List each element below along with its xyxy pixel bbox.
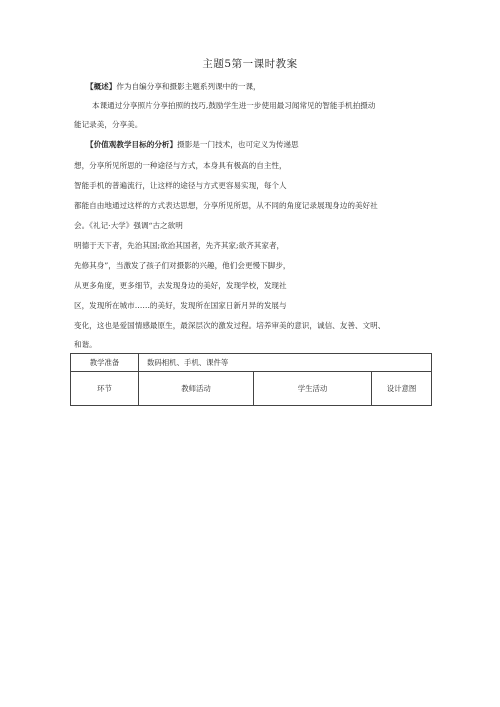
header-cell-intent: 设计意图: [372, 372, 432, 406]
paragraph-line: 都能自由地通过这样的方式表达思想，分享所见所思，从不同的角度记录展现身边的美好社: [74, 201, 378, 210]
header-cell-student: 学生活动: [254, 372, 372, 406]
paragraph-line: 从更多角度，更多细节，去发现身边的美好，发现学校，发现社: [74, 281, 287, 290]
value-analysis-text: 摄影是一门技术，也可定义为传递思: [177, 140, 299, 149]
prep-value-cell: 数码相机、手机、课件等: [139, 354, 432, 372]
overview-line: [86, 82, 261, 92]
paragraph-line: 能记录美，分享美。: [74, 120, 143, 129]
paragraph-line: 先修其身”，当激发了孩子们对摄影的兴趣，他们会更慢下脚步，: [74, 261, 291, 270]
header-cell-teacher: 教师活动: [139, 372, 254, 406]
prep-label-cell: 教学准备: [71, 354, 139, 372]
paragraph-line: 区，发现所在城市……的美好，发现所在国家日新月异的发展与: [74, 301, 287, 310]
value-analysis-line: [86, 140, 299, 150]
paragraph-line: 想，分享所见所思的一种途径与方式，本身具有极高的自主性，: [74, 161, 287, 170]
paragraph-line: 变化，这也是爱国情感最原生，最深层次的激发过程。培养审美的意识，诚信、友善、文明、: [74, 321, 386, 330]
paragraph-line: 本课通过分享照片分享拍照的技巧,鼓励学生进一步使用最习闻常见的智能手机拍摄动: [92, 101, 376, 110]
value-analysis-label: 【价值观教学目标的分析】: [86, 140, 178, 149]
paragraph-line: 智能手机的普遍流行，让这样的途径与方式更容易实现，每个人: [74, 181, 287, 190]
paragraph-line: 会。《礼记·大学》强调“古之欲明: [74, 221, 183, 230]
header-cell-stage: 环节: [71, 372, 139, 406]
paragraph-line: 和谐。: [74, 340, 97, 349]
overview-text: 作为自编分享和摄影主题系列课中的一课，: [116, 82, 261, 91]
page-title: 主题5第一课时教案: [202, 58, 298, 70]
paragraph-line: 明德于天下者，先治其国;欲治其国者，先齐其家;欲齐其家者，: [74, 241, 285, 250]
table-row: [71, 354, 432, 372]
table-row: [71, 372, 432, 406]
overview-label: 【概述】: [86, 82, 117, 91]
lesson-table: [70, 353, 432, 406]
